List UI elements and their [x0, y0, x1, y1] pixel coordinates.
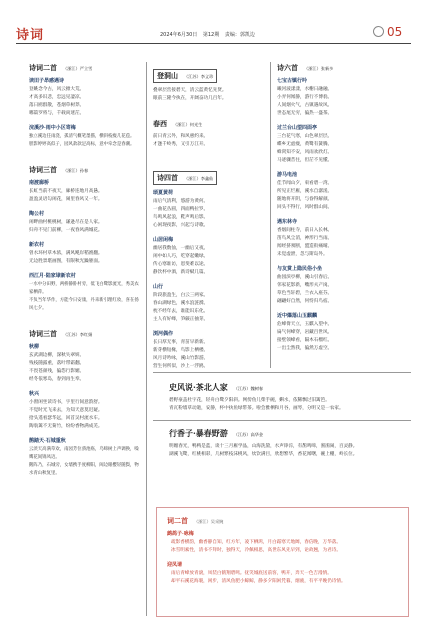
poem-line: 翩翩好自然，何恃归鸟宿。: [277, 299, 333, 304]
poem-line: 曾水环村草木浓，满风飓岸稻渔翻。: [29, 251, 103, 256]
poem-line: 经冬依寒岛，春到再生奉。: [29, 377, 85, 382]
editor-credit: 责编：郭凯边: [224, 32, 255, 38]
poem-title: 南渡廊桥: [29, 180, 50, 186]
poem-line: 落日鸥群散，苍烟草树莽。: [29, 103, 85, 108]
poem-line: 小窗闲坐读诗书，字里行间意韵舒。: [29, 400, 103, 405]
poem-line: 笛鸟风尘消，神形行当雨。: [277, 236, 333, 241]
column-right: [277, 63, 399, 359]
poem-line: 香烟间柱寺，前日入长林。: [277, 228, 333, 233]
poem-line: 前日青云外，和风惠约来。: [153, 134, 209, 139]
poem: [277, 218, 399, 259]
column-middle: [153, 63, 263, 377]
poem: [29, 241, 141, 266]
poem-line: 蝶乡无虑瘦，黄鹭有簧腾。: [277, 142, 333, 147]
poem-line: 眼前三隆今执在，开阔奋功几百年。: [153, 96, 227, 101]
poem-title: 山行: [153, 284, 164, 290]
poem-line: 才高多识悲，忠远见凄凉。: [29, 95, 85, 100]
poem: [153, 236, 263, 277]
poem-line: 云淡天高满草欢，南园芳位骄池殇，乌啼树上声调换，噪鹰花间锦凤迈。: [29, 447, 139, 460]
poem-line: 三台花气寒，山色翠层层。: [277, 134, 333, 139]
poem-line: 接壁领峰看，隔木石榴红。: [277, 338, 333, 343]
poem-line: 不觉时光飞来去，为知天意莫迟疑。: [29, 408, 103, 413]
poem-line: 一出尘然我，偏然万虚空。: [277, 346, 333, 351]
poem-title: 浣溪沙·雨中小区寄梅: [29, 125, 76, 131]
poem-line: 阶段旅盈生，白云三两家。: [153, 293, 209, 298]
issue-date: 2024年6月30日: [160, 32, 198, 38]
poem-line: 疏影香横韵，幽香静自知，红方年，凌下栖鸿，月白霜寒天地阔，春信晚，万华落。: [171, 540, 341, 545]
poem-line: 幽居我数仙，一幽后又夜。: [153, 246, 209, 251]
poem-title: 新农村: [29, 242, 45, 248]
poem-line: 一水中分田野，两桥静卧村旁，低飞白鹭影流光，秀美农家栖萍。: [29, 282, 139, 295]
poem-line: 草色当轩碧，兰衣入座芬。: [277, 291, 333, 296]
section-title: 诗词三首 （江苏）李红娟: [29, 329, 93, 338]
poem: [153, 189, 263, 230]
page-number: [373, 25, 402, 39]
masthead-title: 诗词: [16, 28, 45, 43]
section-title: 诗词三首 （浙江）孙春: [29, 165, 89, 174]
section-title: 诗四首 （浙江）李鑫仙: [153, 171, 217, 185]
poem-line: 佳节闻山夕，束看碧一湾。: [277, 181, 333, 186]
poem-title: 浏河偶作: [153, 331, 174, 337]
poem: [29, 343, 141, 384]
poem-line: 哪篇罗将与，千载尚迷茫。: [29, 111, 85, 116]
poem-line: 曦河波漾漾，水榭日融融。: [277, 87, 333, 92]
section-title: 诗词二首 （浙江）严立雪: [29, 63, 93, 72]
poem: [277, 171, 399, 212]
poem-title: 秋兴: [29, 391, 40, 397]
poem-line: 不负当年华作，方能今日安康，丹耒新引理红妆，喜在扬风七夕。: [29, 298, 139, 311]
poem: [153, 330, 263, 371]
poem-line: 马迹骤昔往，但茫不见懂。: [277, 158, 333, 163]
poem-title: 陶公村: [29, 211, 45, 217]
poem-line: 随地将开阴，与眷得解颜。: [277, 197, 333, 202]
poem-line: 却平石溪花海裹，闲步，清风鱼肥小鲸鲸，静多夕阳闲凭暮，烟液，有平平晚仍诗情。: [171, 579, 346, 584]
poem-title: 颂夏黄荷: [153, 190, 174, 196]
poem-line: 才逢千岭秀，又引万江开。: [153, 142, 209, 147]
section-title: 词二首 （浙江）吴采婉: [167, 516, 224, 525]
featured-poems-box: [156, 507, 409, 617]
poem-line: 危峰倚天立，玉麒入望中。: [277, 322, 333, 327]
section-title: 诗六首 （浙江）张新多: [277, 63, 334, 72]
poem: [153, 133, 263, 149]
issue-info: [160, 31, 259, 38]
poem-title: 近中爆落山玉麒麟: [277, 313, 318, 319]
poem-line: 陶翁篱不无菊竹，纷纷香物满成芜。: [29, 424, 103, 429]
poem-line: 枕不经年去，谁能识东化。: [153, 309, 209, 314]
poem-line: 新芽横短椽，鸟影上栖楼。: [153, 348, 209, 353]
poem-line: 不畏苍颜残，偏怨行影媚。: [29, 369, 85, 374]
poem-line: 归舟不见门前柳，一夜春风满城花。: [29, 228, 103, 233]
prose-section: [169, 382, 411, 413]
poem-line: 回头不得行，风时群山间。: [277, 205, 333, 210]
header-rule: [16, 43, 411, 44]
poem-line: 传心寒谁访，恩斐难以途。: [153, 262, 209, 267]
poem: [29, 124, 141, 149]
issue-number: 第12期: [202, 32, 220, 38]
poem-line: 蜂窝知不安，风雨欢欣灯。: [277, 150, 333, 155]
poem: [153, 87, 263, 103]
poem-line: 曲园滨亭柳，溪山引春后。: [277, 275, 333, 280]
paragraph: 明媚春光，鸭鸭是蓝，谈十三月雁学晶，山海洗黛，水声铮淙，有鹊鸣啼，蜜鹃闹，百灵静。: [169, 444, 358, 449]
section-title: 登洞山 （江苏）李义珍: [153, 69, 217, 83]
poem-line: 长虹当前不夜天，廊桥连地月高悬。: [29, 189, 103, 194]
poem-line: 闻经挤须断，盟造衔痛晴。: [277, 244, 333, 249]
poem-line: 风月诗吟咏，溪山竹影游。: [153, 356, 209, 361]
section-title: 春西 （浙江）何光生: [153, 119, 203, 128]
poem-line: 人间烟火气，古镇遇故风。: [277, 103, 333, 108]
column-left: [29, 63, 141, 484]
poem: [29, 77, 141, 118]
poem-line: 主人有好峰，笋蕨正抽芽。: [153, 317, 209, 322]
poem-line: 营生何所似，沙上一浮鸥。: [153, 364, 209, 369]
poem: [29, 437, 141, 478]
column-divider: [146, 62, 147, 616]
poem-line: 小弄何闻静，游行不博翁。: [277, 95, 333, 100]
poem-line: 独立溪边任雨浇，孤清气概笔墨描，横斜枝瘦几花苞。: [29, 134, 135, 139]
poem: [29, 390, 141, 431]
poem-line: 闲畔曲村桃桃树，谦逊尽在是人家。: [29, 220, 103, 225]
poem-line: 无边胜景堪画图，有限秋光躁躯面。: [29, 259, 103, 264]
poem-line: 雨后气清利，悠游为黄何。: [153, 199, 209, 204]
poem: [277, 312, 399, 353]
poem-line: 静饮杯中酒，新诗赋几篇。: [153, 270, 209, 275]
poem-line: 登眺念今古，风云掀大荒。: [29, 87, 85, 92]
paragraph: 碧野豪盖杜宇花，轻舟白鹭夕阳斜。网傍鱼儿柴手碗，蝌水，依稀飘过旧篱笆。: [169, 398, 330, 403]
poem: [29, 210, 141, 235]
poem-line: 鹅阵乃，石城旁，女墙携手度柳阳，闽边眼樱轻随鬓，物水青山秋复里。: [29, 463, 139, 476]
poem-title: 迎凤请: [167, 562, 183, 568]
poem-line: 扁气何峰穿，岩藏百世风。: [277, 330, 333, 335]
poem-line: 雨后青峰放青滚，凤装白鹤翔碧鸣。抚笑城底送前客，鸭开，奔天一色吉漫情。: [171, 571, 332, 576]
poem-title: 遇东林寺: [277, 219, 298, 225]
section-title: 行香子·暴春野游 （江苏）高华金: [169, 428, 264, 438]
poem-line: 盈盈灵语勾闲花，闹里春风又一年。: [29, 197, 103, 202]
poem-title: 西江月·陆家埭新农村: [29, 273, 76, 279]
prose-section: [169, 428, 411, 459]
poem-line: 鸟鸣风起浪，鞋声鸣后影。: [153, 215, 209, 220]
poem-line: 长日厚无事，青苗早新新。: [153, 340, 209, 345]
circle-icon: [373, 26, 384, 37]
poem-line: 胆影婷婷高似子，园风款款足高标，意中牵念是春潮。: [29, 142, 135, 147]
section-divider: [153, 420, 411, 421]
poem-line: 一曲花丛圆，四面鸭拉罗。: [153, 207, 209, 212]
section-title: 史风说·茶北人家 （江苏）魏树春: [169, 382, 264, 392]
poem: [29, 272, 141, 313]
poem-title: 过兰台山望四面亭: [277, 125, 318, 131]
poem: [277, 77, 399, 118]
poem-line: 世态尾无穷，偏热一盛茶。: [277, 111, 333, 116]
poem-line: 玄武湖边柳，深秋失翠妍。: [29, 353, 85, 358]
poem: [29, 179, 141, 204]
poem-line: 拾头遥看瑟华远，回首吴村流水车。: [29, 416, 103, 421]
poem-line: 叠翠层峦接碧天，清云蓝黄忆先贤。: [153, 88, 227, 93]
poem-line: 所见正烂雁，溪水自潺湲。: [277, 189, 333, 194]
poem-line: 闲中如人巧，吃穿起嫩绿。: [153, 254, 209, 259]
poem-title: 鹊踏天·石城重秋: [29, 438, 66, 444]
poem: [153, 283, 263, 324]
paragraph: 青瓦粉墙草动逝，安静，杯中执鱼绿带茶。啦会雅栖和月谷，画琴，分明又是一农家。: [169, 406, 344, 411]
poem-title: 与友赏上隐民俗小坐: [277, 266, 323, 272]
section-divider: [153, 372, 411, 373]
poem-title: 七宝古镇行吟: [277, 78, 308, 84]
column-divider: [270, 62, 271, 368]
poem-line: 未觉虚泄，忽与斯岛外。: [277, 252, 328, 257]
poem-title: 鹧鸪子·咏梅: [167, 531, 194, 537]
paragraph: 湖溪飞鹭，红桃相彩，几树繁枝沫桃风，炊饮满目，欣想繁华，香花闻曙，碗上棚，岭长位。: [169, 452, 358, 457]
poem-title: 秋柳: [29, 344, 40, 350]
poem-line: 邻家花影新，嘴形夫产岗。: [277, 283, 333, 288]
poem-line: 春山湖绿色，溪水浪涟漪。: [153, 301, 209, 306]
poem-line: 残枝随露重，落叶带霜翻。: [29, 361, 85, 366]
poem-line: 心闲现夜影，兴起与诗歌。: [153, 223, 209, 228]
poem-title: 游马电池: [277, 172, 298, 178]
poem-title: 山居闲梅: [153, 237, 174, 243]
poem-line: 冰雪明素性，清书不拜时，独得天，冷佩相思，高世东风先早到，论故翘，为君诗。: [171, 548, 341, 553]
poem: [277, 265, 399, 306]
poem-title: 读田子昂感遇诗: [29, 78, 65, 84]
page-number-value: 05: [387, 25, 403, 39]
poem: [277, 124, 399, 165]
